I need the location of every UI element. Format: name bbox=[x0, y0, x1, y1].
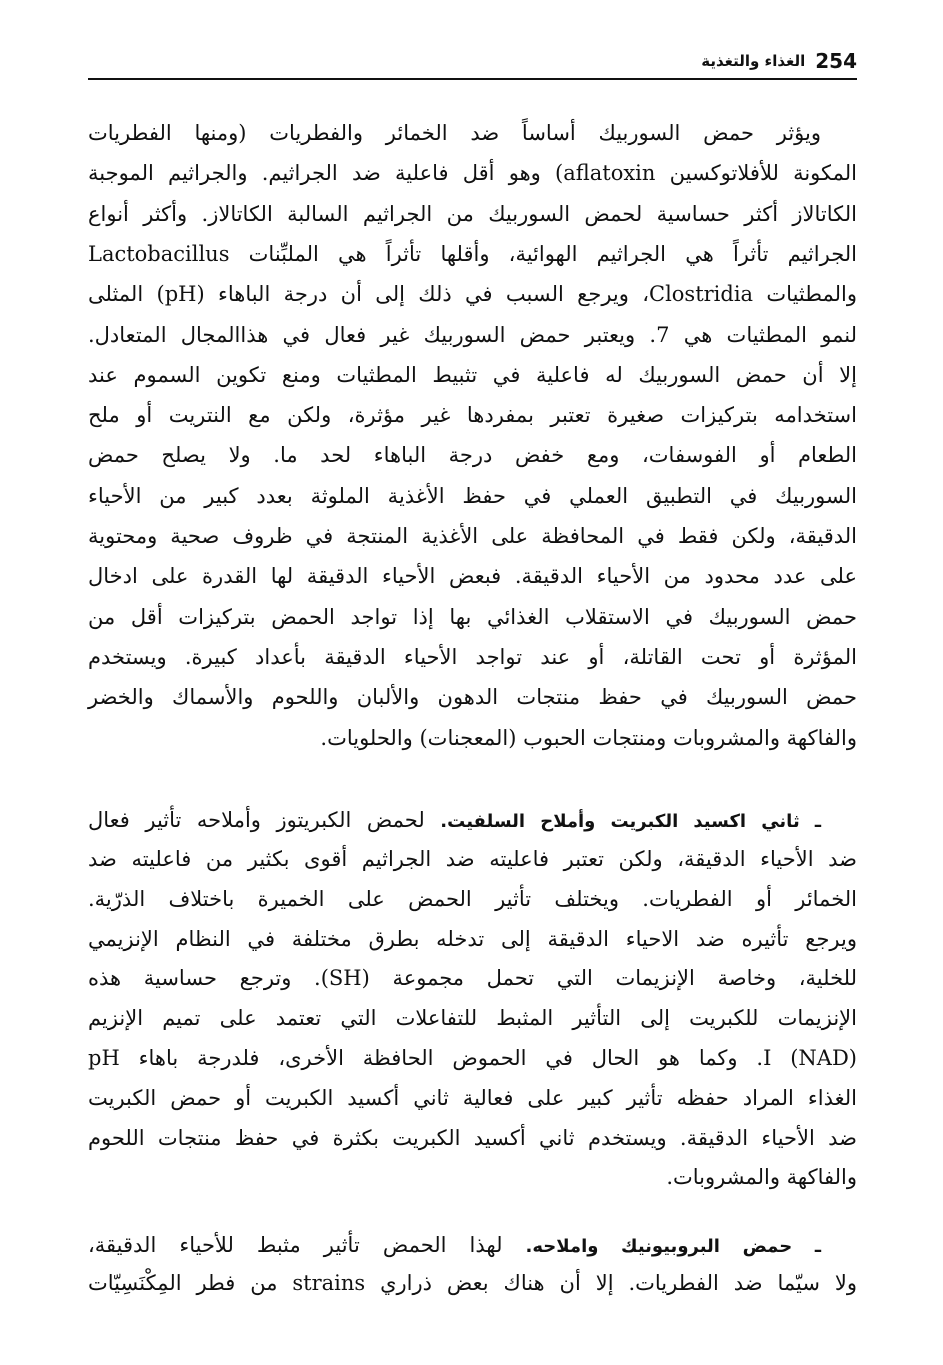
header-rule bbox=[88, 78, 857, 80]
text-line: الغذاء المراد حفظه تأثير كبير على فعالية ثاني أكسيد الكبريت أو حمض الكبريت bbox=[88, 1085, 857, 1110]
running-title: الغذاء والتغذية bbox=[701, 52, 806, 70]
text-line: والفاكهة والمشروبات. bbox=[666, 1165, 857, 1190]
running-header bbox=[88, 46, 857, 76]
section-propionic-acid-first-line bbox=[88, 1225, 857, 1265]
text-line: الخمائر أو الفطريات. ويختلف تأثير الحمض على الخميرة باختلاف الذرّية. bbox=[88, 886, 857, 911]
text-line: والمطثيات Clostridia، ويرجع السبب في ذلك إلى أن درجة الباهاء (pH) المثلى bbox=[88, 282, 857, 307]
text-line: للخلية، وخاصة الإنزيمات التي تحمل مجموعة (SH). وترجع حساسية هذه bbox=[88, 966, 857, 991]
text: لحمض الكبريتوز وأملاحه تأثير فعال bbox=[88, 808, 425, 832]
text-line: لنمو المطثيات هي 7. ويعتبر حمض السوربيك غير فعال في هذاالمجال المتعادل. bbox=[88, 322, 857, 347]
text-line: الكاتالاز أكثر حساسية لحمض السوربيك من الجراثيم السالبة الكاتالاز. وأكثر أنواع bbox=[88, 201, 857, 226]
text-line: إلا أن حمض السوربيك له فاعلية في تثبيط المطثيات ومنع تكوين السموم عند bbox=[88, 362, 857, 387]
section-heading: ـ ثاني اكسيد الكبريت وأملاح السلفيت. bbox=[440, 811, 821, 832]
text-line: والفاكهة والمشروبات ومنتجات الحبوب (المعجنات) والحلويات. bbox=[320, 725, 857, 750]
text-line: ويؤثر حمض السوربيك أساساً ضد الخمائر والفطريات (ومنها الفطريات bbox=[88, 121, 821, 145]
text-line: السوربيك في التطبيق العملي في حفظ الأغذية الملوثة بعدد كبير من الأحياء bbox=[88, 483, 857, 508]
text-line: ويرجع تأثيره ضد الاحياء الدقيقة إلى تدخله بطرق مختلفة في النظام الإنزيمي bbox=[88, 926, 857, 951]
text-line: الدقيقة، ولكن فقط في المحافظة على الأغذية المنتجة في ظروف صحية ومحتوية bbox=[88, 524, 857, 548]
text-line: ولا سيّما ضد الفطريات. إلا أن هناك بعض ذراري strains من فطر المِكْنَسِيّات bbox=[88, 1271, 857, 1295]
text-line: المؤثرة أو تحت القاتلة، أو عند تواجد الأحياء الدقيقة بأعداد كبيرة. ويستخدم bbox=[88, 644, 857, 669]
text-line: المكونة للأفلاتوكسين aflatoxin) وهو أقل فاعلية ضد الجراثيم. والجراثيم الموجبة bbox=[88, 161, 857, 186]
text-line: الطعام أو الفوسفات، ومع خفض درجة الباهاء لحد ما. ولا يصلح حمض bbox=[88, 443, 857, 468]
text-line: على عدد محدود من الأحياء الدقيقة. فبعض الأحياء الدقيقة لها القدرة على ادخال bbox=[88, 564, 857, 589]
text-line: ضد الأحياء الدقيقة. ويستخدم ثاني أكسيد الكبريت بكثرة في حفظ منتجات اللحوم bbox=[88, 1125, 857, 1150]
text: لهذا الحمض تأثير مثبط للأحياء الدقيقة، bbox=[88, 1233, 503, 1257]
section-heading: ـ حمض البروبيونيك واملاحه. bbox=[525, 1236, 821, 1257]
text-line: حمض السوربيك في الاستقلاب الغذائي بها إذا تواجد الحمض بتركيزات أقل من bbox=[88, 604, 857, 629]
section-sulfur-dioxide-first-line bbox=[88, 800, 857, 840]
text-line: استخدامه بتركيزات صغيرة تعتبر بمفردها غير مؤثرة، ولكن مع النتريت أو ملح bbox=[88, 403, 857, 428]
text-line: I (NAD). وكما هو الحال في الحموض الحافظة الأخرى، فلدرجة باهاء pH bbox=[88, 1046, 857, 1070]
page-number: 254 bbox=[815, 49, 857, 73]
text-line: حمض السوربيك في حفظ منتجات الدهون والألبان واللحوم والأسماك والخضر bbox=[88, 685, 858, 710]
text-line: ضد الأحياء الدقيقة، ولكن تعتبر فاعليته ضد الجراثيم أقوى بكثير من فاعليته ضد bbox=[88, 847, 857, 871]
text-line: الجراثيم تأثراً هي الجراثيم الهوائية، وأقلها تأثراً هي الملبِّنات Lactobacillus bbox=[88, 241, 857, 266]
text-line: الإنزيمات للكبريت إلى التأثير المثبط للتفاعلات التي تعتمد على تميم الإنزيم bbox=[88, 1006, 857, 1031]
